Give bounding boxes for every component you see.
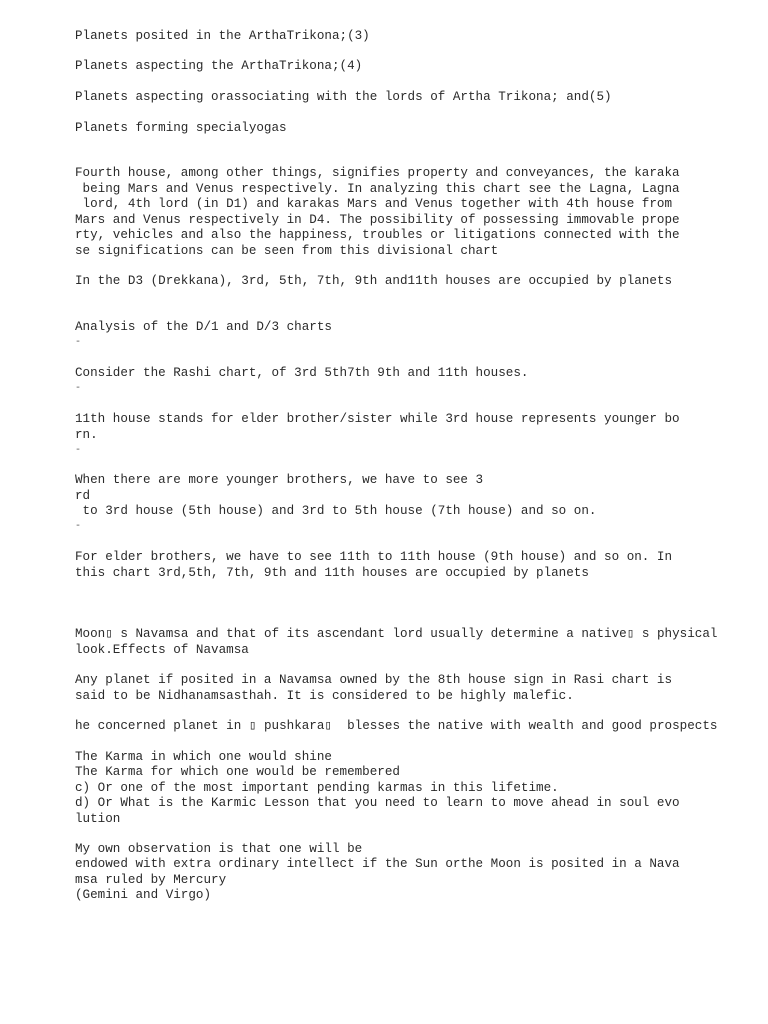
text-line: Planets aspecting the ArthaTrikona;(4) xyxy=(75,59,363,73)
text-line: rd xyxy=(75,489,91,503)
text-line: Moon▯ s Navamsa and that of its ascendant lord usually determine a native▯ s physical xyxy=(75,627,718,641)
text-line: se significations can be seen from this divisional chart xyxy=(75,244,499,258)
text-line: Fourth house, among other things, signifies property and conveyances, the karaka xyxy=(75,166,680,180)
text-line: he concerned planet in ▯ pushkara▯ blesses the native with wealth and good prospects xyxy=(75,719,718,733)
text-line: My own observation is that one will be xyxy=(75,842,363,856)
text-line: d) Or What is the Karmic Lesson that you need to learn to move ahead in soul evo xyxy=(75,796,680,810)
separator-dash: - xyxy=(75,445,82,456)
separator-dash: - xyxy=(75,521,82,532)
text-line: being Mars and Venus respectively. In analyzing this chart see the Lagna, Lagna xyxy=(75,182,680,196)
text-line: In the D3 (Drekkana), 3rd, 5th, 7th, 9th and11th houses are occupied by planets xyxy=(75,274,673,288)
text-line: Planets posited in the ArthaTrikona;(3) xyxy=(75,29,370,43)
text-line: For elder brothers, we have to see 11th to 11th house (9th house) and so on. In xyxy=(75,550,673,564)
text-line: Planets aspecting orassociating with the lords of Artha Trikona; and(5) xyxy=(75,90,612,104)
text-line: lord, 4th lord (in D1) and karakas Mars and Venus together with 4th house from xyxy=(75,197,673,211)
text-line: rty, vehicles and also the happiness, troubles or litigations connected with the xyxy=(75,228,680,242)
text-line: lution xyxy=(75,812,121,826)
text-line: msa ruled by Mercury xyxy=(75,873,227,887)
text-line: (Gemini and Virgo) xyxy=(75,888,212,902)
text-line: endowed with extra ordinary intellect if the Sun orthe Moon is posited in a Nava xyxy=(75,857,680,871)
text-line: The Karma in which one would shine xyxy=(75,750,332,764)
text-line: Analysis of the D/1 and D/3 charts xyxy=(75,320,332,334)
text-line: rn. xyxy=(75,428,98,442)
text-line: look.Effects of Navamsa xyxy=(75,643,249,657)
text-line: to 3rd house (5th house) and 3rd to 5th house (7th house) and so on. xyxy=(75,504,597,518)
text-line: 11th house stands for elder brother/sister while 3rd house represents younger bo xyxy=(75,412,680,426)
text-line: this chart 3rd,5th, 7th, 9th and 11th houses are occupied by planets xyxy=(75,566,589,580)
text-line: When there are more younger brothers, we have to see 3 xyxy=(75,473,484,487)
text-line: c) Or one of the most important pending karmas in this lifetime. xyxy=(75,781,559,795)
text-line: Any planet if posited in a Navamsa owned by the 8th house sign in Rasi chart is xyxy=(75,673,673,687)
separator-dash: - xyxy=(75,337,82,348)
text-line: Consider the Rashi chart, of 3rd 5th7th 9th and 11th houses. xyxy=(75,366,529,380)
text-line: said to be Nidhanamsasthah. It is considered to be highly malefic. xyxy=(75,689,574,703)
text-line: Planets forming specialyogas xyxy=(75,121,287,135)
text-line: Mars and Venus respectively in D4. The possibility of possessing immovable prope xyxy=(75,213,680,227)
text-line: The Karma for which one would be remembered xyxy=(75,765,400,779)
separator-dash: - xyxy=(75,383,82,394)
